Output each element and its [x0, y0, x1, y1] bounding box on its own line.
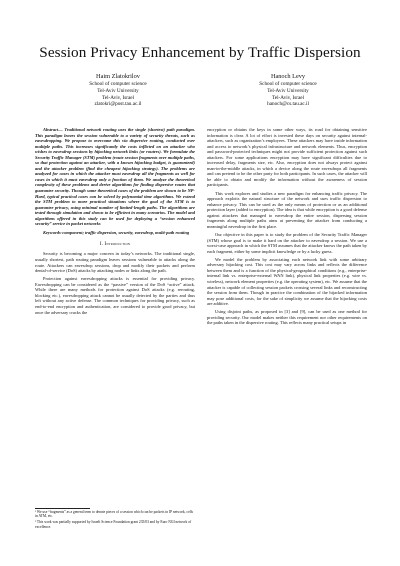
keywords: Keywords-component; traffic dispersion, security, eavesdrop, multi-path routing: [43, 230, 190, 236]
footnote: ¹ We use “fragments” as a general term to denote pieces of a session which can be packets in IP network, cells in ATM, etc.: [35, 510, 194, 519]
paragraph: encryption or obtains the keys in some other ways, its road for obtaining sensitive information is clear. A lot of effort is invested these days on security against internal-attackers, such as organization’s employees. These attackers may have inside information and access to network’s physical infrastructure and network elements. Thus, encryption and password-protected techniques might not provide sufficient protection against such attackers. For some applications encryption may have significant difficulties due to increased delay, fragments size, etc. Also, encryption does not always protect against man-in-the-middle attacks, in which a device along the route eavesdrops all fragments and can pretend to be the other party for both participants. In such cases, the attacker will be able to obtain and modify the information without the awareness of session participants.: [207, 127, 367, 188]
author-block-2: [213, 72, 363, 108]
right-column: [207, 127, 367, 326]
paragraph: We model the problem by associating each network link with some arbitrary adversary hijacking cost. This cost may vary across links and reflects the difference between them and is a function of the physical-geographical conditions (e.g., enterprise-internal link vs. enterprise-external WAN link), physical link properties (e.g. wire vs. wireless), network element properties (e.g. the operating system), etc. We assume that the attacker is capable of collecting session packets crossing several links and reconstructing the session from them. Though in practice the combination of the hijacked information may pose additional costs, for the sake of simplicity we assume that the hijacking costs are additive.: [207, 256, 367, 307]
footnotes: [35, 510, 195, 531]
abstract-lead: Abstract—: [43, 127, 63, 132]
author-university: Tel-Aviv University: [97, 87, 139, 94]
author-university: Tel-Aviv University: [267, 87, 309, 94]
section-heading-introduction: I. Introduction: [99, 241, 131, 247]
paragraph: Protection against eavesdropping attacks is essential for providing privacy. Eavesdropping can be considered as the “passive” version of the DoS “active” attack. While there are many methods for protection against DoS attacks (e.g. rerouting, blocking etc.), eavesdropping attack cannot be usually detected by the parties and thus left without any active defense. The common techniques for providing privacy, such as end-to-end encryption and authentication, are considered to provide good privacy, but once the adversary cracks the: [35, 276, 195, 315]
author-affiliation: School of computer science: [89, 81, 147, 87]
abstract: [35, 127, 195, 227]
footnote: ² This work was partially supported by Israeli Science Foundation grant 235/03 and by Euro NGI network of excellence.: [35, 520, 192, 529]
left-column: [35, 127, 195, 315]
author-email: hanoch@cs.tau.ac.il: [267, 101, 309, 108]
paragraph: This work explores and studies a new paradigm for enhancing traffic privacy. The approach exploits the natural structure of the network and uses traffic dispersion to enhance privacy. This can be used as the only means of protection or as an additional protection layer (added to encryption). The idea is that while encryption is a good defense against attackers that managed to eavesdrop the entire session, dispersing session fragments along multiple paths aims at preventing the attacker from conducting a meaningful eavesdrop in the first place.: [207, 190, 367, 229]
footnote-divider: [35, 508, 90, 509]
author-city: Tel-Aviv, Israel: [101, 94, 135, 101]
author-affiliation: School of computer science: [259, 81, 317, 87]
paper-title: Session Privacy Enhancement by Traffic Dispersion: [39, 44, 361, 61]
paragraph: Our objective in this paper is to study the problem of the Security Traffic Manager (STM) whose goal is to make it hard on the attacker to eavesdrop a session. We use a worst-case approach in which the STM assumes that the attacker knows the path taken by each fragment, either by some implicit knowledge or by a lucky guess.: [207, 232, 367, 254]
author-name: Hanoch Levy: [270, 73, 306, 80]
author-name: Haim Zlatokrilov: [96, 73, 140, 80]
paragraph: Security is becoming a major concern in today’s networks. The traditional single, usually shortest, path routing paradigm leaves sessions vulnerable to attacks along the route. Attackers can eavesdrop sessions, drop and modify their packets and perform denial-of-service (DoS) attacks by attacking nodes or links along the path.: [35, 251, 195, 274]
author-email: zlatokri@post.tau.ac.il: [94, 101, 142, 108]
author-block-1: [43, 72, 193, 108]
author-city: Tel-Aviv, Israel: [271, 94, 305, 101]
abstract-text: Traditional network routing uses the single (shortest) path paradigm. This paradigm leaves the session vulnerable to a variety of security threats, such as eavesdropping. We propose to overcome this via dispersive routing, conducted over multiple paths. This increases significantly the costs inflicted on an attacker who wishes to eavesdrop sessions by hijacking network links (or routers). We formulate the Security Traffic Manager (STM) problem (route session fragments over multiple paths, so that protection against an attacker, with a known hijacking budget, is guaranteed) and the attacker problem (find the cheapest hijacking strategy). The problems are analyzed for cases in which the attacker must eavesdrop all the fragments as well for cases in which it must eavesdrop only a fraction of them. We analyze the theoretical complexity of these problems and derive algorithms for finding dispersive routes that guarantee security. Though some theoretical cases of the problem are shown to be NP-Hard, typical practical cases can be solved by polynomial time algorithms. We extend the STM problem to more practical situations where the goal of the STM is to guarantee privacy, using minimal number of limited-length paths. The algorithms are tested through simulation and shown to be efficient in many scenarios. The model and algorithms offered in this study can be used for deploying a “session enhanced security” service in packet networks: [35, 127, 195, 227]
paragraph: Using disjoint paths, as proposed in [3] and [9], can be used as one method for providing security. Our model makes neither this requirement nor other requirements on the paths taken in the dispersive routing. This reflects many practical setups in: [207, 309, 367, 326]
